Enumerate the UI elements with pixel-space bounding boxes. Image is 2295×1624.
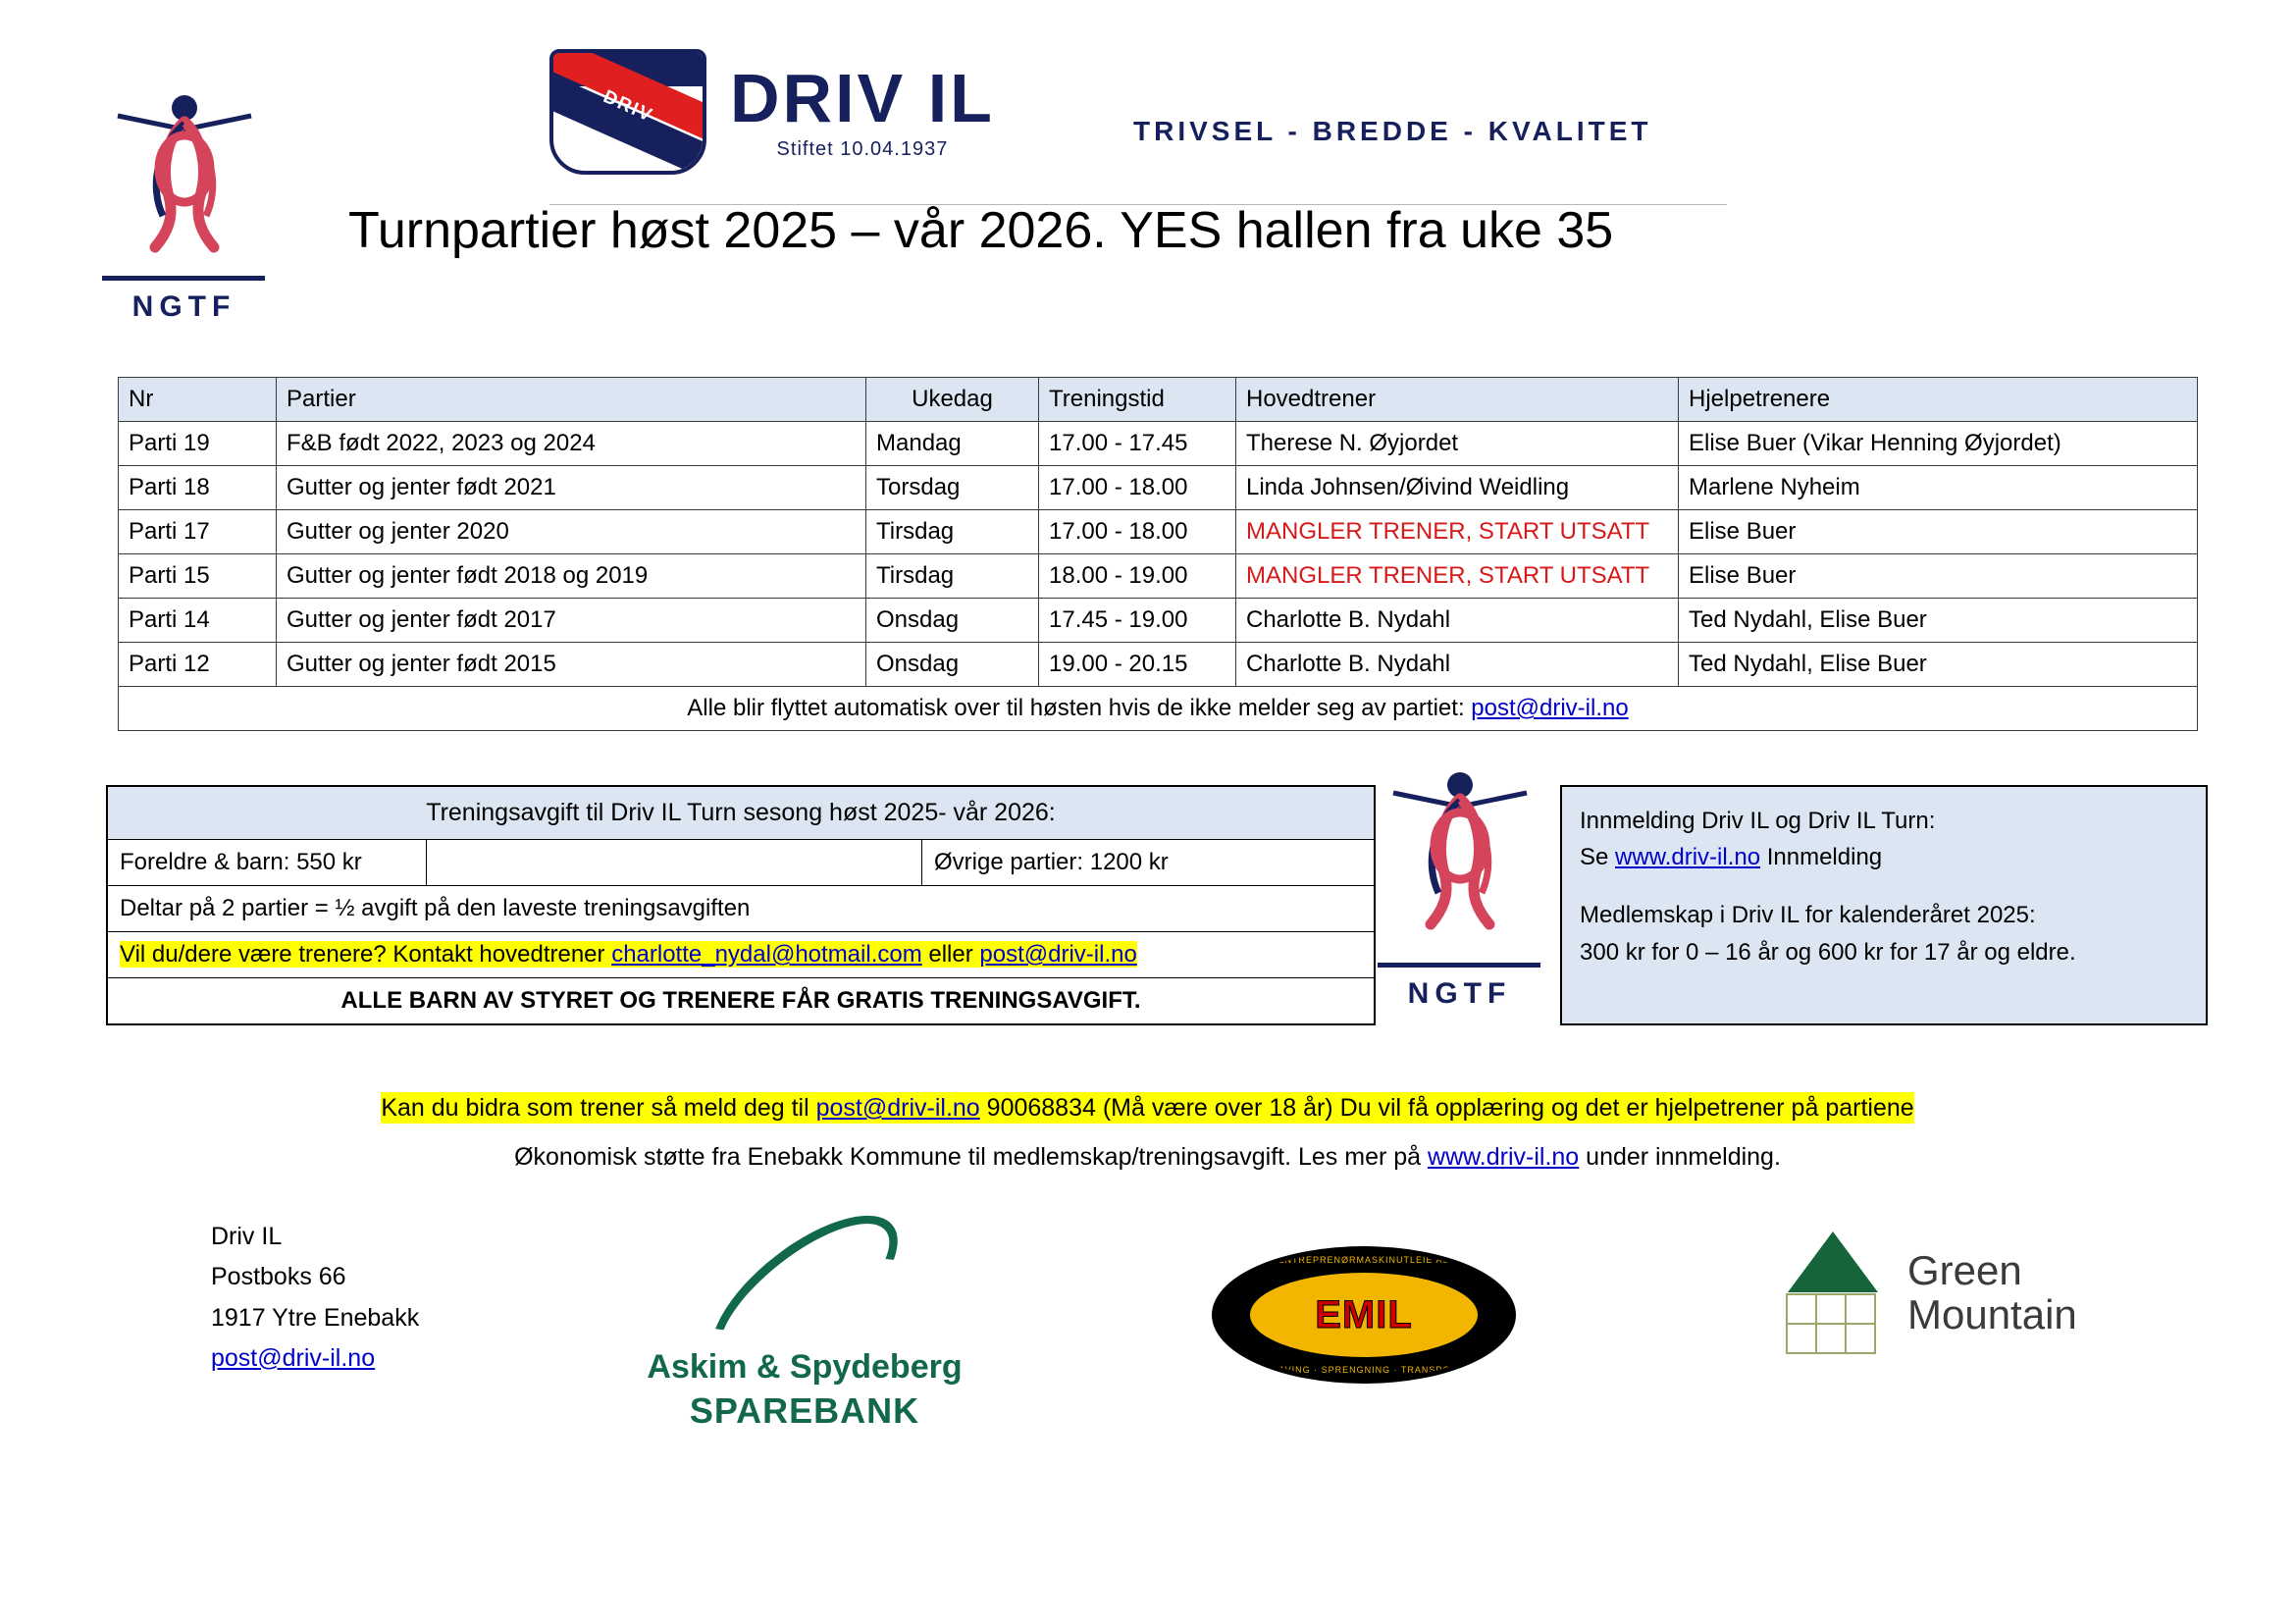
founded-text: Stiftet 10.04.1937	[776, 137, 949, 160]
cell-nr: Parti 14	[119, 599, 277, 643]
ngtf-label: NGTF	[1407, 977, 1512, 1010]
cell-hjelpetrenere: Ted Nydahl, Elise Buer	[1679, 599, 2198, 643]
cell-nr: Parti 15	[119, 554, 277, 599]
emil-top-text: ENTREPRENØRMASKINUTLEIE AS	[1278, 1255, 1450, 1265]
sparebank-name-line1: Askim & Spydeberg	[647, 1348, 963, 1386]
driv-il-logo	[549, 49, 995, 175]
table-footer-row	[119, 687, 2198, 731]
cell-hjelpetrenere: Elise Buer (Vikar Henning Øyjordet)	[1679, 422, 2198, 466]
club-name: DRIV IL	[730, 59, 995, 136]
col-header-ukedag: Ukedag	[866, 378, 1039, 422]
support-notice	[0, 1143, 2295, 1172]
address-line-1: Driv IL	[211, 1223, 283, 1250]
address-line-3: 1917 Ytre Enebakk	[211, 1303, 420, 1332]
cell-hovedtrener: Charlotte B. Nydahl	[1236, 643, 1679, 687]
info-line-3: Medlemskap i Driv IL for kalenderåret 2025:	[1580, 902, 2036, 929]
cell-hovedtrener: MANGLER TRENER, START UTSATT	[1236, 554, 1679, 599]
fee-trainer-mid: eller	[921, 941, 980, 968]
green-mountain-line1: Green	[1907, 1246, 2022, 1293]
notice1-email-link[interactable]: post@driv-il.no	[815, 1094, 980, 1122]
table-row	[119, 599, 2198, 643]
fee-other-groups: Øvrige partier: 1200 kr	[934, 849, 1169, 875]
notice1-pre: Kan du bidra som trener så meld deg til	[381, 1094, 816, 1122]
notice2-post: under innmelding.	[1579, 1143, 1781, 1171]
cell-ukedag: Mandag	[866, 422, 1039, 466]
cell-partier: Gutter og jenter født 2021	[277, 466, 866, 510]
club-address	[211, 1217, 419, 1379]
emil-bottom-text: GRAVING · SPRENGNING · TRANSPORT	[1263, 1365, 1465, 1375]
ngtf-label: NGTF	[131, 290, 236, 323]
info-line-2-pre: Se	[1580, 844, 1616, 871]
cell-treningstid: 18.00 - 19.00	[1039, 554, 1236, 599]
shield-text: DRIV	[600, 86, 656, 127]
ngtf-logo-mid	[1374, 756, 1545, 1011]
info-line-1: Innmelding Driv IL og Driv IL Turn:	[1580, 808, 1936, 834]
table-row	[119, 466, 2198, 510]
cell-hjelpetrenere: Elise Buer	[1679, 510, 2198, 554]
fee-parent-child: Foreldre & barn: 550 kr	[108, 840, 427, 885]
col-header-hovedtrener: Hovedtrener	[1236, 378, 1679, 422]
table-row	[119, 510, 2198, 554]
membership-info-box	[1560, 785, 2208, 1025]
cell-hjelpetrenere: Ted Nydahl, Elise Buer	[1679, 643, 2198, 687]
driv-shield-icon	[549, 49, 706, 175]
training-fee-box	[106, 785, 1376, 1025]
cell-hovedtrener: Charlotte B. Nydahl	[1236, 599, 1679, 643]
table-footer-email-link[interactable]: post@driv-il.no	[1471, 695, 1629, 721]
fee-trainer-contact	[108, 931, 1374, 977]
page-title: Turnpartier høst 2025 – vår 2026. YES hallen fra uke 35	[348, 202, 1614, 259]
ngtf-divider	[1378, 963, 1540, 968]
post-email-link[interactable]: post@driv-il.no	[979, 941, 1137, 968]
trainer-notice	[0, 1094, 2295, 1123]
col-header-treningstid: Treningstid	[1039, 378, 1236, 422]
trainer-email-link[interactable]: charlotte_nydal@hotmail.com	[611, 941, 922, 968]
fee-trainer-pre: Vil du/dere være trenere? Kontakt hovedtrener	[120, 941, 612, 968]
col-header-hjelpetrenere: Hjelpetrenere	[1679, 378, 2198, 422]
emil-word: EMIL	[1315, 1292, 1413, 1336]
cell-hjelpetrenere: Elise Buer	[1679, 554, 2198, 599]
col-header-nr: Nr	[119, 378, 277, 422]
cell-treningstid: 17.00 - 18.00	[1039, 466, 1236, 510]
cell-treningstid: 19.00 - 20.15	[1039, 643, 1236, 687]
ngtf-gymnast-icon	[98, 79, 270, 275]
fee-row-prices	[108, 839, 1374, 885]
table-header-row	[119, 378, 2198, 422]
table-row	[119, 422, 2198, 466]
notice2-website-link[interactable]: www.driv-il.no	[1428, 1143, 1580, 1171]
info-line-2	[1580, 839, 2188, 875]
table-row	[119, 643, 2198, 687]
ngtf-gymnast-icon	[1374, 756, 1545, 952]
cell-ukedag: Onsdag	[866, 599, 1039, 643]
sparebank-name-line2: SPAREBANK	[689, 1390, 920, 1431]
sparebank-logo	[638, 1246, 971, 1432]
cell-partier: Gutter og jenter født 2018 og 2019	[277, 554, 866, 599]
schedule-table	[118, 377, 2198, 731]
cell-hjelpetrenere: Marlene Nyheim	[1679, 466, 2198, 510]
cell-treningstid: 17.00 - 17.45	[1039, 422, 1236, 466]
cell-nr: Parti 18	[119, 466, 277, 510]
fee-box-title: Treningsavgift til Driv IL Turn sesong høst 2025- vår 2026:	[108, 787, 1374, 839]
cell-hovedtrener: Therese N. Øyjordet	[1236, 422, 1679, 466]
tagline: TRIVSEL - BREDDE - KVALITET	[1133, 116, 1652, 146]
ngtf-logo-top	[98, 79, 270, 324]
emil-oval-icon	[1250, 1273, 1478, 1357]
cell-treningstid: 17.45 - 19.00	[1039, 599, 1236, 643]
cell-hovedtrener: Linda Johnsen/Øivind Weidling	[1236, 466, 1679, 510]
cell-nr: Parti 17	[119, 510, 277, 554]
cell-ukedag: Tirsdag	[866, 510, 1039, 554]
cell-partier: Gutter og jenter født 2017	[277, 599, 866, 643]
cell-nr: Parti 19	[119, 422, 277, 466]
cell-nr: Parti 12	[119, 643, 277, 687]
col-header-partier: Partier	[277, 378, 866, 422]
fee-empty-cell	[427, 840, 922, 885]
green-mountain-icon	[1776, 1231, 1894, 1354]
cell-treningstid: 17.00 - 18.00	[1039, 510, 1236, 554]
driv-website-link[interactable]: www.driv-il.no	[1615, 844, 1761, 871]
cell-ukedag: Onsdag	[866, 643, 1039, 687]
info-line-2-post: Innmelding	[1760, 844, 1883, 871]
cell-ukedag: Tirsdag	[866, 554, 1039, 599]
notice2-pre: Økonomisk støtte fra Enebakk Kommune til medlemskap/treningsavgift. Les mer på	[514, 1143, 1429, 1171]
cell-partier: Gutter og jenter 2020	[277, 510, 866, 554]
fee-free-note: ALLE BARN AV STYRET OG TRENERE FÅR GRATIS TRENINGSAVGIFT.	[108, 977, 1374, 1023]
table-row	[119, 554, 2198, 599]
fee-two-groups-note: Deltar på 2 partier = ½ avgift på den laveste treningsavgiften	[108, 885, 1374, 931]
ngtf-divider	[102, 276, 265, 281]
notice1-post: 90068834 (Må være over 18 år) Du vil få opplæring og det er hjelpetrener på partiene	[979, 1094, 1914, 1122]
cell-hovedtrener: MANGLER TRENER, START UTSATT	[1236, 510, 1679, 554]
green-mountain-line2: Mountain	[1907, 1290, 2077, 1337]
info-line-4: 300 kr for 0 – 16 år og 600 kr for 17 år og eldre.	[1580, 938, 2076, 966]
cell-partier: Gutter og jenter født 2015	[277, 643, 866, 687]
cell-ukedag: Torsdag	[866, 466, 1039, 510]
table-footer-cell	[119, 687, 2198, 731]
cell-partier: F&B født 2022, 2023 og 2024	[277, 422, 866, 466]
table-footer-text: Alle blir flyttet automatisk over til høsten hvis de ikke melder seg av partiet:	[687, 695, 1472, 721]
address-line-2: Postboks 66	[211, 1263, 346, 1291]
emil-logo	[1212, 1246, 1516, 1384]
green-mountain-logo	[1776, 1231, 2077, 1354]
address-email-link[interactable]: post@driv-il.no	[211, 1343, 376, 1372]
